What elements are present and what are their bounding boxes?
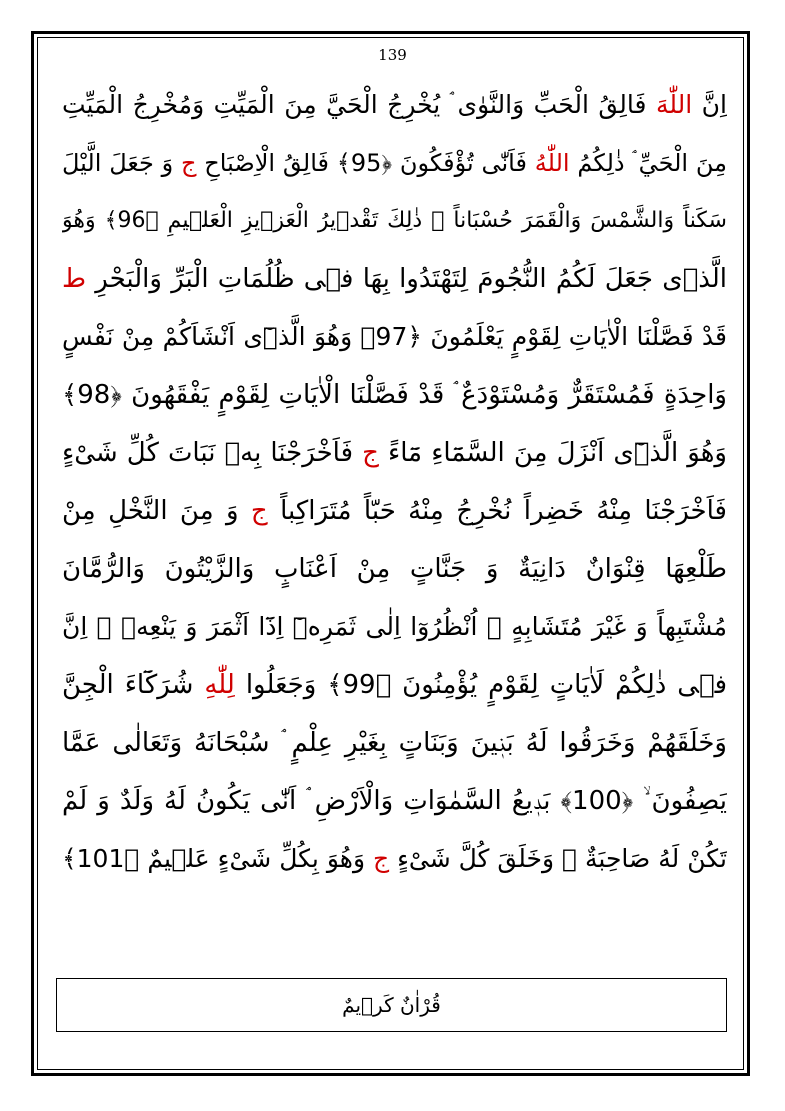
highlighted-word: ج — [362, 438, 379, 468]
text-line — [62, 308, 727, 366]
text-line — [62, 192, 727, 250]
text-segment: فَالِقُ الْحَبِّ وَالنَّوٰى ۘ يُخْرِجُ الْحَيَّ مِنَ الْمَيِّتِ وَمُخْرِجُ الْمَيِّتِ — [62, 90, 656, 119]
text-line — [62, 366, 727, 424]
text-segment: سَكَناً وَالشَّمْسَ وَالْقَمَرَ حُسْبَاناً ۘ ذٰلِكَ تَقْدٖيرُ الْعَزٖيزِ الْعَلٖيمِ ﴿96﴾ وَهُوَ — [62, 208, 727, 233]
text-line — [62, 482, 727, 540]
text-segment: تَكُنْ لَهُ صَاحِبَةٌ ۘ وَخَلَقَ كُلَّ شَىْءٍ — [389, 844, 727, 873]
text-segment: يَصِفُونَ ۙ ﴿100﴾ بَدٖيعُ السَّمٰوَاتِ وَالْاَرْضِ ۘ اَنّٰى يَكُونُ لَهُ وَلَدٌ وَ لَمْ — [62, 786, 727, 816]
text-segment: وَاحِدَةٍ فَمُسْتَقَرٌّ وَمُسْتَوْدَعٌ ۘ قَدْ فَصَّلْنَا الْاٰيَاتِ لِقَوْمٍ يَفْقَهُونَ ﴿98﴾ — [62, 380, 727, 410]
highlighted-word: ج — [373, 844, 390, 873]
highlighted-word: اللّٰهَ — [655, 90, 693, 119]
text-segment: اِنَّ — [692, 90, 727, 119]
text-line — [62, 76, 727, 134]
text-line — [62, 598, 727, 656]
text-segment: وَ جَعَلَ الَّيْلَ — [62, 149, 181, 177]
highlighted-word: ط — [62, 264, 87, 294]
text-segment: فَاَنّٰى تُؤْفَكُونَ ﴿95﴾ فَالِقُ الْاِصْبَاحِ — [196, 149, 535, 177]
highlighted-word: اللّٰهُ — [534, 149, 570, 177]
text-segment: مِنَ الْحَيِّ ۘ ذٰلِكُمُ — [569, 149, 727, 177]
quran-text-block — [62, 76, 727, 888]
footer-title: قُرْاٰنٌ كَرٖيمٌ — [342, 993, 441, 1017]
text-line — [62, 772, 727, 830]
text-segment: فٖى ذٰلِكُمْ لَاٰيَاتٍ لِقَوْمٍ يُؤْمِنُونَ ﴿99﴾ وَجَعَلُوا — [234, 670, 727, 700]
text-segment: فَاَخْرَجْنَا مِنْهُ خَضِراً نُخْرِجُ مِنْهُ حَبّاً مُتَرَاكِباً — [267, 496, 727, 526]
text-line — [62, 250, 727, 308]
text-segment: فَاَخْرَجْنَا بِهٖ نَبَاتَ كُلِّ شَىْءٍ — [62, 438, 363, 468]
text-line — [62, 134, 727, 192]
text-line — [62, 714, 727, 772]
text-line — [62, 424, 727, 482]
text-line — [62, 830, 727, 888]
text-segment: شُرَكَٓاءَ الْجِنَّ — [62, 670, 205, 700]
text-segment: الَّذٖى جَعَلَ لَكُمُ النُّجُومَ لِتَهْتَدُوا بِهَا فٖى ظُلُمَاتِ الْبَرِّ وَالْبَحْرِ — [86, 264, 727, 294]
text-segment: وَ مِنَ النَّخْلِ مِنْ — [62, 496, 251, 526]
text-segment: وَخَلَقَهُمْ وَخَرَقُوا لَهُ بَنٖينَ وَبَنَاتٍ بِغَيْرِ عِلْمٍ ۘ سُبْحَانَهُ وَتَعَالٰى عَمَّا — [62, 728, 727, 758]
text-segment: طَلْعِهَا قِنْوَانٌ دَانِيَةٌ وَ جَنَّاتٍ مِنْ اَعْنَابٍ وَالزَّيْتُونَ وَالرُّمَّانَ — [62, 554, 727, 584]
footer-box — [56, 978, 727, 1032]
text-segment: قَدْ فَصَّلْنَا الْاٰيَاتِ لِقَوْمٍ يَعْلَمُونَ ﴿97﴾ وَهُوَ الَّذٖٓى اَنْشَاَكُمْ مِنْ نَفْسٍ — [62, 322, 727, 351]
highlighted-word: لِلّٰهِ — [204, 670, 235, 700]
highlighted-word: ج — [181, 149, 197, 177]
text-line — [62, 540, 727, 598]
text-segment: وَهُوَ الَّذٖٓى اَنْزَلَ مِنَ السَّمَٓاءِ مَٓاءً — [378, 438, 727, 468]
text-line — [62, 656, 727, 714]
highlighted-word: ج — [250, 496, 268, 526]
text-segment: مُشْتَبِهاً وَ غَيْرَ مُتَشَابِهٍ ۘ اُنْظُرُوٓا اِلٰى ثَمَرِهٖٓ اِذَٓا اَثْمَرَ وَ يَنْعِهٖ ۘ اِنَّ — [62, 612, 727, 641]
page-number: 139 — [378, 46, 407, 64]
text-segment: وَهُوَ بِكُلِّ شَىْءٍ عَلٖيمٌ ﴿101﴾ — [62, 844, 373, 873]
